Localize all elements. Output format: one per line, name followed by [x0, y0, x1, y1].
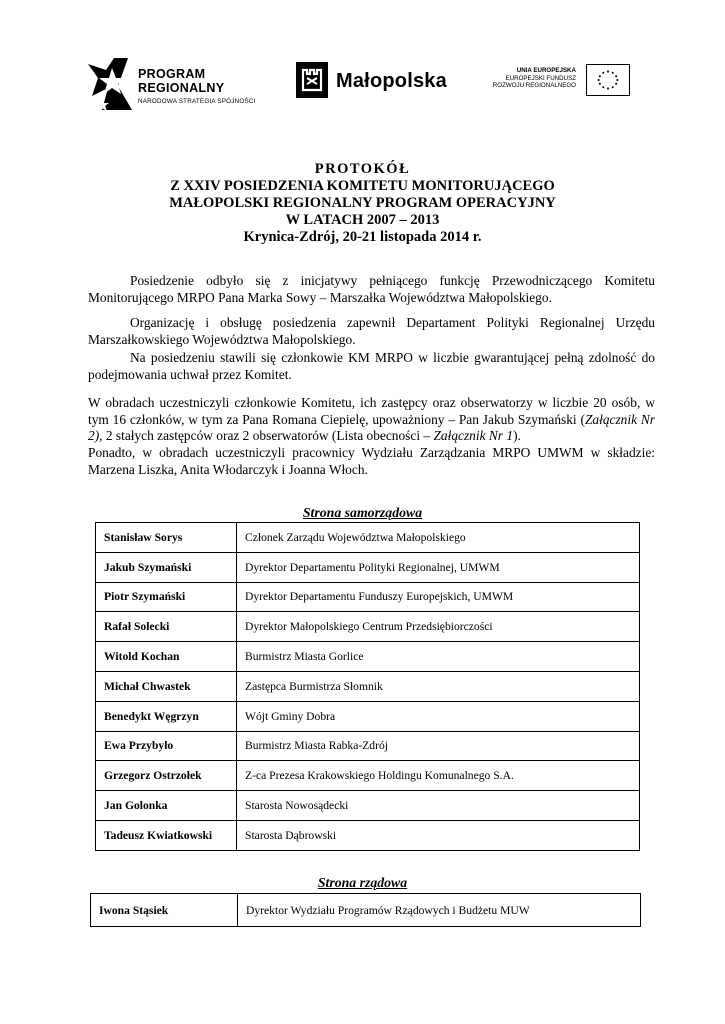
table-row	[96, 820, 640, 850]
member-name: Stanisław Sorys	[96, 523, 237, 553]
eu-flag-icon	[586, 64, 630, 96]
member-role: Burmistrz Miasta Rabka-Zdrój	[237, 731, 640, 761]
member-name: Jakub Szymański	[96, 552, 237, 582]
title-line-4: W LATACH 2007 – 2013	[285, 212, 440, 228]
paragraph-5: Ponadto, w obradach uczestniczyli pracownicy Wydziału Zarządzania MRPO UMWM w składzie: Marzena Liszka, Anita Włodarczyk i Joanna Włoch.	[88, 445, 655, 477]
paragraph-3: Na posiedzeniu stawili się członkowie KM MRPO w liczbie gwarantującej pełną zdolność do podejmowania uchwał przez Komitet.	[88, 350, 655, 382]
rzadowa-table	[90, 893, 641, 927]
title-line-2: Z XXIV POSIEDZENIA KOMITETU MONITORUJĄCEGO	[170, 178, 555, 194]
title-line-1: PROTOKÓŁ	[314, 161, 411, 177]
table-row	[91, 894, 641, 927]
document-title	[0, 161, 725, 246]
member-name: Grzegorz Ostrzołek	[96, 761, 237, 791]
program-logo-line1: PROGRAM	[138, 67, 206, 81]
member-name: Witold Kochan	[96, 642, 237, 672]
member-role: Burmistrz Miasta Gorlice	[237, 642, 640, 672]
table-row	[96, 642, 640, 672]
program-logo-line2: REGIONALNY	[138, 81, 225, 95]
member-role: Zastępca Burmistrza Słomnik	[237, 671, 640, 701]
section-heading-rzadowa: Strona rządowa	[317, 875, 408, 890]
member-role: Starosta Nowosądecki	[237, 791, 640, 821]
member-name: Michał Chwastek	[96, 671, 237, 701]
table-row	[96, 523, 640, 553]
member-role: Z-ca Prezesa Krakowskiego Holdingu Komunalnego S.A.	[237, 761, 640, 791]
member-name: Iwona Stąsiek	[91, 894, 238, 927]
paragraph-1: Posiedzenie odbyło się z inicjatywy pełniącego funkcję Przewodniczącego Komitetu Monitorującego MRPO Pana Marka Sowy – Marszałka Województwa Małopolskiego.	[88, 273, 655, 305]
program-logo-line3: NARODOWA STRATEGIA SPÓJNOŚCI	[138, 98, 256, 105]
eu-logo	[494, 64, 634, 100]
member-name: Rafał Solecki	[96, 612, 237, 642]
eu-logo-line3: ROZWOJU REGIONALNEGO	[492, 82, 576, 89]
paragraph-4-part-c: , 2 stałych zastępców oraz 2 obserwatorów (Lista obecności –	[99, 428, 434, 443]
member-name: Ewa Przybyło	[96, 731, 237, 761]
table-row	[96, 761, 640, 791]
paragraph-4-part-a: W obradach uczestniczyli członkowie Komitetu, ich zastępcy oraz obserwatorzy w liczbie 20 osób, w tym 16 członków, w tym za Pana Romana Ciepielę, upoważniony – Pan Jakub Szymański (	[88, 395, 655, 427]
malopolska-emblem-icon	[296, 62, 328, 98]
member-role: Dyrektor Departamentu Funduszy Europejskich, UMWM	[237, 582, 640, 612]
samorzadowa-table	[95, 522, 640, 851]
table-row	[96, 701, 640, 731]
eu-logo-line1: UNIA EUROPEJSKA	[516, 67, 576, 74]
paragraph-4-part-e: ).	[513, 428, 521, 443]
paragraph-2: Organizację i obsługę posiedzenia zapewnił Departament Polityki Regionalnej Urzędu Marszałkowskiego Województwa Małopolskiego.	[88, 315, 655, 347]
member-role: Członek Zarządu Województwa Małopolskiego	[237, 523, 640, 553]
section-heading-samorzadowa: Strona samorządowa	[302, 505, 423, 520]
member-role: Wójt Gminy Dobra	[237, 701, 640, 731]
table-row	[96, 552, 640, 582]
malopolska-logo	[296, 62, 466, 102]
attachment-1-ref: Załącznik Nr 1	[433, 428, 514, 443]
paragraph-4	[88, 395, 655, 445]
title-line-5: Krynica-Zdrój, 20-21 listopada 2014 r.	[243, 229, 482, 245]
member-name: Jan Golonka	[96, 791, 237, 821]
member-name: Piotr Szymański	[96, 582, 237, 612]
member-role: Dyrektor Małopolskiego Centrum Przedsiębiorczości	[237, 612, 640, 642]
attachment-2-ref: Załącznik Nr 2)	[88, 411, 656, 443]
program-regionalny-logo	[88, 56, 268, 112]
logo-bar	[0, 52, 725, 112]
malopolska-wordmark: Małopolska	[336, 70, 447, 92]
table-row	[96, 671, 640, 701]
table-row	[96, 612, 640, 642]
member-role: Starosta Dąbrowski	[237, 820, 640, 850]
eu-logo-line2: EUROPEJSKI FUNDUSZ	[505, 75, 576, 82]
program-regionalny-star-icon	[88, 56, 132, 112]
member-name: Tadeusz Kwiatkowski	[96, 820, 237, 850]
member-role: Dyrektor Departamentu Polityki Regionalnej, UMWM	[237, 552, 640, 582]
title-line-3: MAŁOPOLSKI REGIONALNY PROGRAM OPERACYJNY	[169, 195, 556, 211]
member-role: Dyrektor Wydziału Programów Rządowych i Budżetu MUW	[238, 894, 641, 927]
table-row	[96, 582, 640, 612]
table-row	[96, 791, 640, 821]
member-name: Benedykt Węgrzyn	[96, 701, 237, 731]
table-row	[96, 731, 640, 761]
